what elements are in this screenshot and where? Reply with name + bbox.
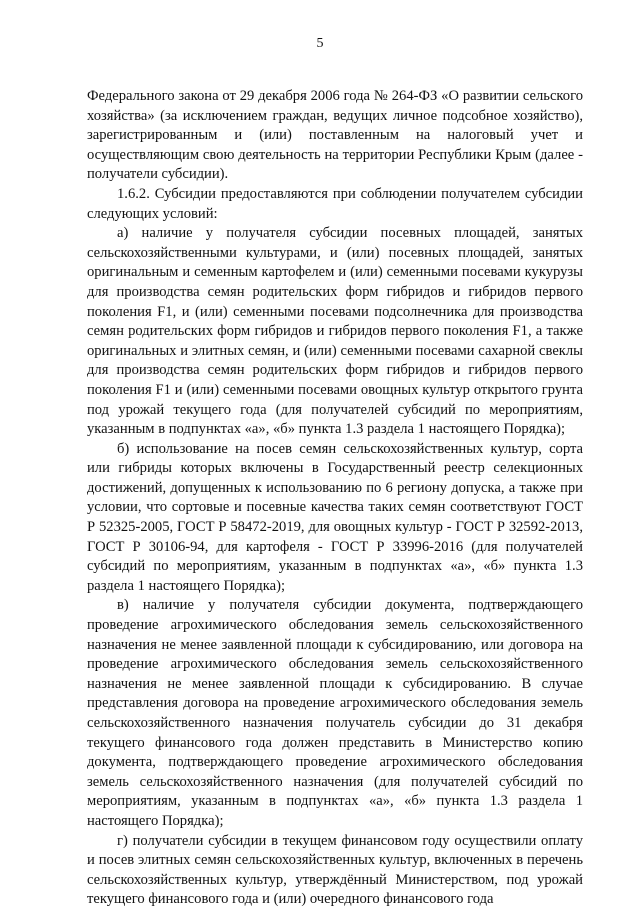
paragraph-condition-b: б) использование на посев семян сельскохозяйственных культур, сорта или гибриды которых включены в Государственный реестр селекционных достижений, допущенных к использованию по 6 региону допуска, а также при условии, что сортовые и посевные качества таких семян соответствуют ГОСТ Р 52325-2005, ГОСТ Р 58472-2019, для овощных культур - ГОСТ Р 32592-2013, ГОСТ Р 30106-94, для картофеля - ГОСТ Р 33996-2016 (для получателей субсидий по мероприятиям, указанным в подпунктах «а», «б» пункта 1.3 раздела 1 настоящего Порядка); xyxy=(87,440,583,594)
paragraph-condition-a: а) наличие у получателя субсидии посевных площадей, занятых сельскохозяйственными культурами, и (или) посевных площадей, занятых оригинальным и семенным картофелем и (или) семенными посевами кукурузы для производства семян родительских форм гибридов и гибридов первого поколения F1, и (или) семенными посевами подсолнечника для производства семян родительских форм гибридов и гибридов первого поколения F1, а также оригинальных и элитных семян, и (или) семенными посевами сахарной свеклы для производства семян родительских форм гибридов и гибридов первого поколения F1 и (или) семенными посевами овощных культур открытого грунта под урожай текущего года (для получателей субсидий по мероприятиям, указанным в подпунктах «а», «б» пункта 1.3 раздела 1 настоящего Порядка); xyxy=(87,225,583,438)
paragraph-law-continuation: Федерального закона от 29 декабря 2006 года № 264-ФЗ «О развитии сельского хозяйства» (за исключением граждан, ведущих личное подсобное хозяйство), зарегистрированным и (или) поставленным на налоговый учет и осуществляющим свою деятельность на территории Республики Крым (далее - получатели субсидии). xyxy=(87,88,583,183)
document-body xyxy=(87,87,583,910)
paragraph-condition-v: в) наличие у получателя субсидии документа, подтверждающего проведение агрохимического обследования земель сельскохозяйственного назначения не менее заявленной площади к субсидированию, или договора на проведение агрохимического обследования земель сельскохозяйственного назначения не менее заявленной площади к субсидированию. В случае представления договора на проведение агрохимического обследования земель сельскохозяйственного назначения получатель субсидии до 31 декабря текущего финансового года должен представить в Министерство копию документа, подтверждающего проведение агрохимического обследования земель сельскохозяйственного назначения (для получателей субсидий по мероприятиям, указанным в подпунктах «а», «б» пункта 1.3 раздела 1 настоящего Порядка); xyxy=(87,597,583,829)
paragraph-1-6-2: 1.6.2. Субсидии предоставляются при соблюдении получателем субсидии следующих условий: xyxy=(87,185,583,222)
page-number: 5 xyxy=(316,36,324,51)
paragraph-condition-g: г) получатели субсидии в текущем финансовом году осуществили оплату и посев элитных семян сельскохозяйственных культур, включенных в перечень сельскохозяйственных культур, утверждённый Министерством, под урожай текущего финансового года и (или) очередного финансового года xyxy=(87,832,583,908)
